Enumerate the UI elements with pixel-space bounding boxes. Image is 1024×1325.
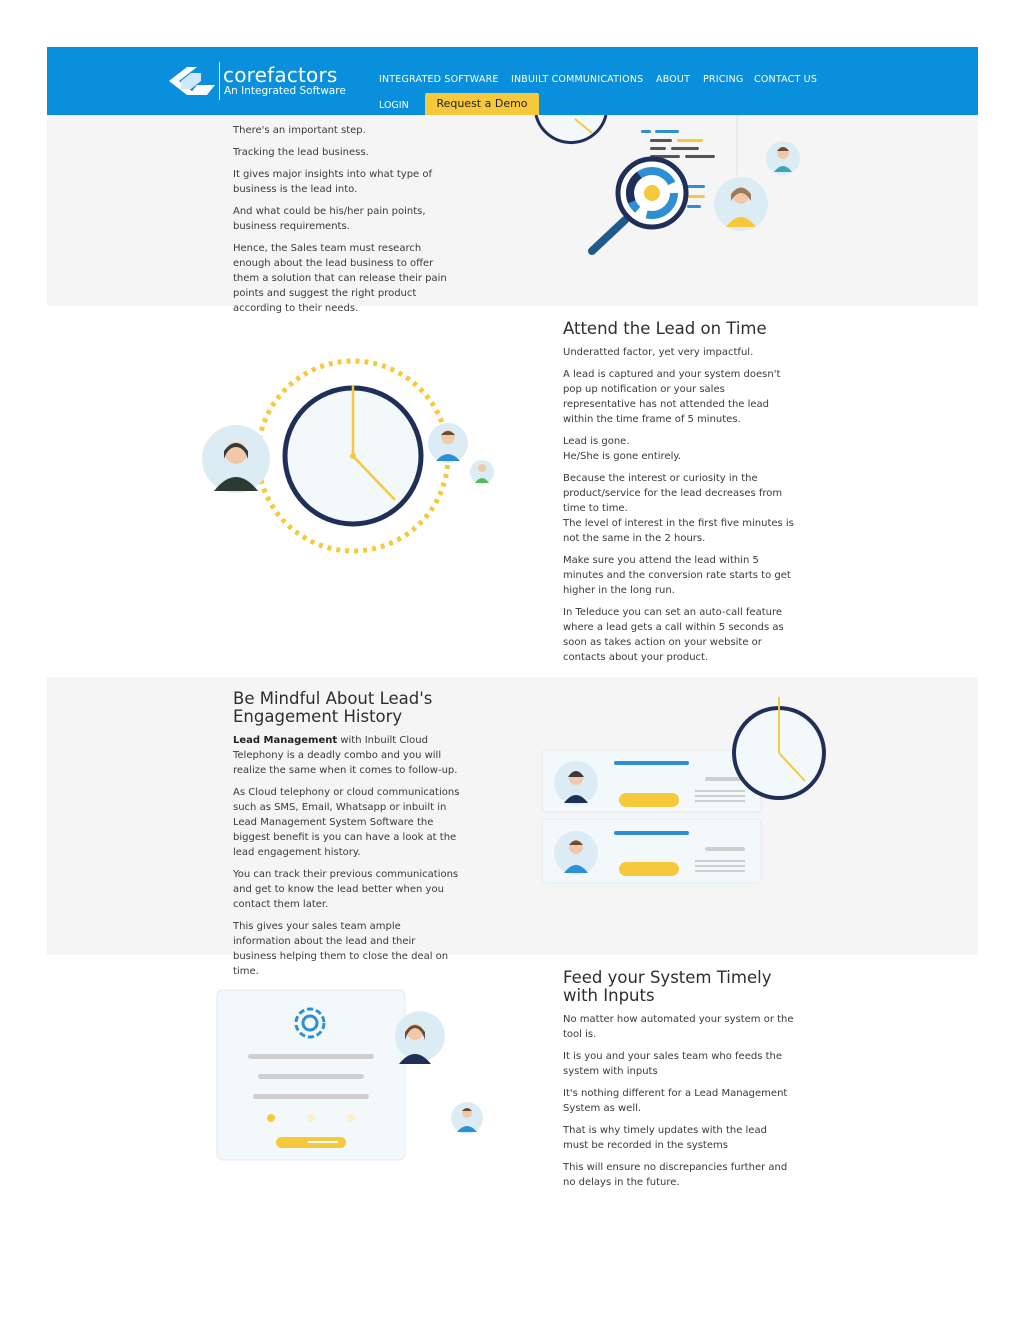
- paragraph: And what could be his/her pain points, business requirements.: [233, 206, 426, 232]
- clock-illustration: [200, 355, 500, 564]
- nav-about[interactable]: ABOUT: [656, 74, 691, 85]
- logo-divider: [219, 62, 220, 100]
- section-heading: Attend the Lead on Time: [563, 319, 767, 338]
- section-band-3: [47, 677, 978, 955]
- paragraph: It's nothing different for a Lead Management System as well.: [563, 1088, 788, 1114]
- paragraph: [233, 733, 461, 778]
- section-heading: Be Mindful About Lead's Engagement History: [233, 689, 433, 726]
- paragraph: This gives your sales team ample information about the lead and their business helping them to close the deal on time.: [233, 921, 449, 977]
- paragraph: The level of interest in the first five minutes is not the same in the 2 hours.: [563, 518, 794, 544]
- paragraph: No matter how automated your system or the tool is.: [563, 1014, 794, 1040]
- nav-inbuilt-communications[interactable]: INBUILT COMMUNICATIONS: [511, 74, 644, 85]
- section3-text: [233, 690, 461, 986]
- logo-icon[interactable]: [167, 63, 217, 103]
- paragraph: It is you and your sales team who feeds the system with inputs: [563, 1051, 782, 1077]
- paragraph: As Cloud telephony or cloud communications such as SMS, Email, Whatsapp or inbuilt in Lead Management System Software the biggest benefit is you can have a look at the lead engagement history.: [233, 787, 460, 858]
- brand-tagline: An Integrated Software: [224, 85, 346, 97]
- section2-text: [563, 320, 795, 672]
- nav-contact-us[interactable]: CONTACT US: [754, 74, 818, 85]
- paragraph: This will ensure no discrepancies further and no delays in the future.: [563, 1162, 788, 1188]
- nav-login[interactable]: LOGIN: [379, 100, 409, 111]
- nav-pricing[interactable]: PRICING: [703, 74, 744, 85]
- section1-text: [233, 123, 455, 323]
- request-demo-button[interactable]: Request a Demo: [425, 93, 539, 115]
- paragraph: A lead is captured and your system doesn't pop up notification or your sales representative has not attended the lead within the time frame of 5 minutes.: [563, 369, 781, 425]
- bold-term: Lead Management: [233, 735, 338, 746]
- paragraph: You can track their previous communications and get to know the lead better when you contact them later.: [233, 869, 459, 910]
- nav-integrated-software[interactable]: INTEGRATED SOFTWARE: [379, 74, 499, 85]
- paragraph: It gives major insights into what type of business is the lead into.: [233, 169, 433, 195]
- paragraph: Make sure you attend the lead within 5 minutes and the conversion rate starts to get higher in the long run.: [563, 555, 791, 596]
- engagement-history-illustration: [540, 695, 830, 894]
- paragraph: There's an important step.: [233, 125, 366, 136]
- settings-form-illustration: [215, 988, 490, 1167]
- section4-text: [563, 969, 795, 1197]
- section-heading: Feed your System Timely with Inputs: [563, 968, 772, 1005]
- text: with Inbuilt Cloud Telephony is a deadly combo and you will realize the same when it comes to follow-up.: [233, 735, 458, 776]
- paragraph: Tracking the lead business.: [233, 147, 369, 158]
- paragraph: In Teleduce you can set an auto-call feature where a lead gets a call within 5 seconds as soon as takes action on your website or contacts about your product.: [563, 607, 784, 663]
- brand-name: corefactors: [223, 63, 338, 87]
- paragraph: Underatted factor, yet very impactful.: [563, 347, 754, 358]
- paragraph: That is why timely updates with the lead must be recorded in the systems: [563, 1125, 767, 1151]
- paragraph: Lead is gone.: [563, 436, 630, 447]
- lead-research-illustration: [530, 115, 810, 269]
- paragraph: Because the interest or curiosity in the product/service for the lead decreases from time to time.: [563, 473, 783, 514]
- paragraph: He/She is gone entirely.: [563, 451, 682, 462]
- section-band-1: [47, 115, 978, 306]
- paragraph: Hence, the Sales team must research enough about the lead business to offer them a solution that can release their pain points and suggest the right product according to their needs.: [233, 243, 447, 314]
